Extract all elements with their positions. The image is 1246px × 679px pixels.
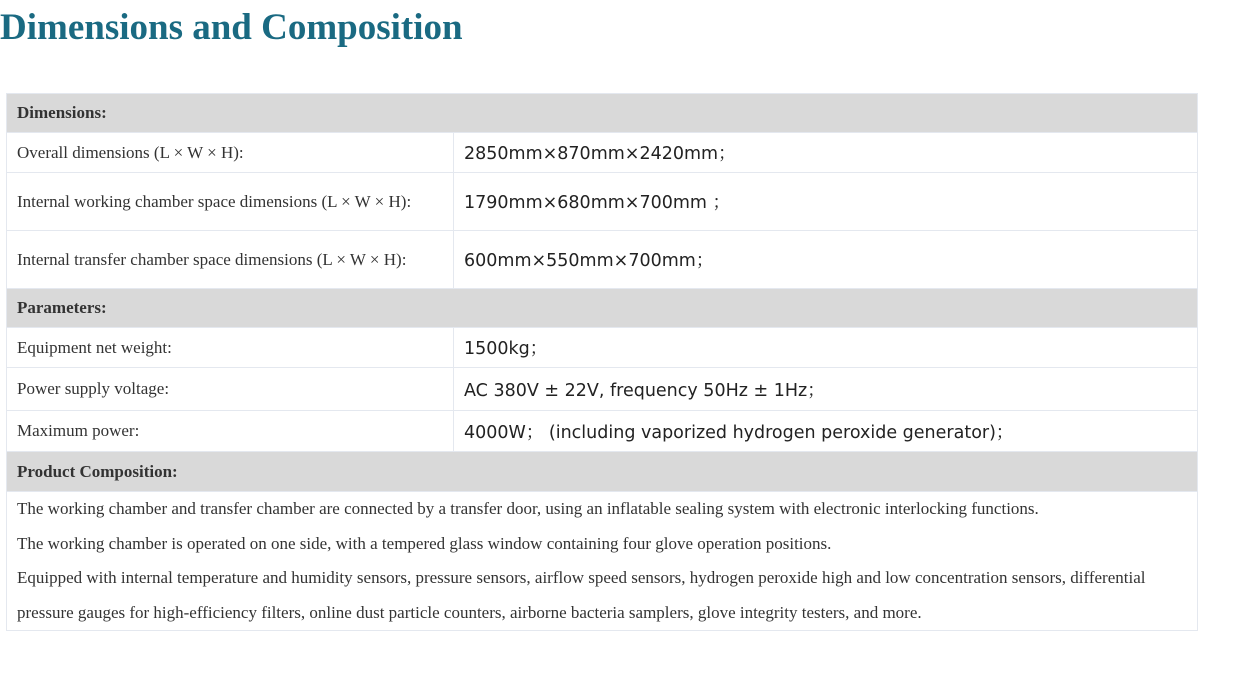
row-value: 1500kg； <box>454 328 1198 368</box>
row-label: Overall dimensions (L × W × H): <box>7 133 454 173</box>
table-row <box>7 173 1198 231</box>
row-label: Maximum power: <box>7 411 454 452</box>
table-row <box>7 411 1198 452</box>
composition-paragraph: Equipped with internal temperature and humidity sensors, pressure sensors, airflow speed sensors, hydrogen peroxide high and low concentration sensors, differential pressure gauges for high-efficiency filters, online dust particle counters, airborne bacteria samplers, glove integrity testers, and more. <box>17 568 1146 622</box>
row-label: Internal working chamber space dimensions (L × W × H): <box>7 173 454 231</box>
spec-table <box>6 93 1198 631</box>
row-value: 1790mm×680mm×700mm ； <box>454 173 1198 231</box>
section-header-row <box>7 94 1198 133</box>
row-label: Power supply voltage: <box>7 368 454 411</box>
section-header-composition: Product Composition: <box>7 452 1198 492</box>
table-row <box>7 133 1198 173</box>
row-label: Equipment net weight: <box>7 328 454 368</box>
table-row <box>7 328 1198 368</box>
section-header-row <box>7 289 1198 328</box>
composition-row <box>7 492 1198 631</box>
section-header-parameters: Parameters: <box>7 289 1198 328</box>
row-label: Internal transfer chamber space dimensions (L × W × H): <box>7 231 454 289</box>
composition-paragraph: The working chamber is operated on one side, with a tempered glass window containing four glove operation positions. <box>17 533 832 553</box>
row-value: 2850mm×870mm×2420mm； <box>454 133 1198 173</box>
row-value: 4000W； (including vaporized hydrogen peroxide generator)； <box>454 411 1198 452</box>
row-value: 600mm×550mm×700mm； <box>454 231 1198 289</box>
section-header-dimensions: Dimensions: <box>7 94 1198 133</box>
composition-paragraph: The working chamber and transfer chamber are connected by a transfer door, using an inflatable sealing system with electronic interlocking functions. <box>17 499 1039 518</box>
composition-text <box>7 492 1198 631</box>
page-title: Dimensions and Composition <box>0 7 463 48</box>
section-header-row <box>7 452 1198 492</box>
table-row <box>7 368 1198 411</box>
row-value: AC 380V ± 22V, frequency 50Hz ± 1Hz； <box>454 368 1198 411</box>
table-row <box>7 231 1198 289</box>
